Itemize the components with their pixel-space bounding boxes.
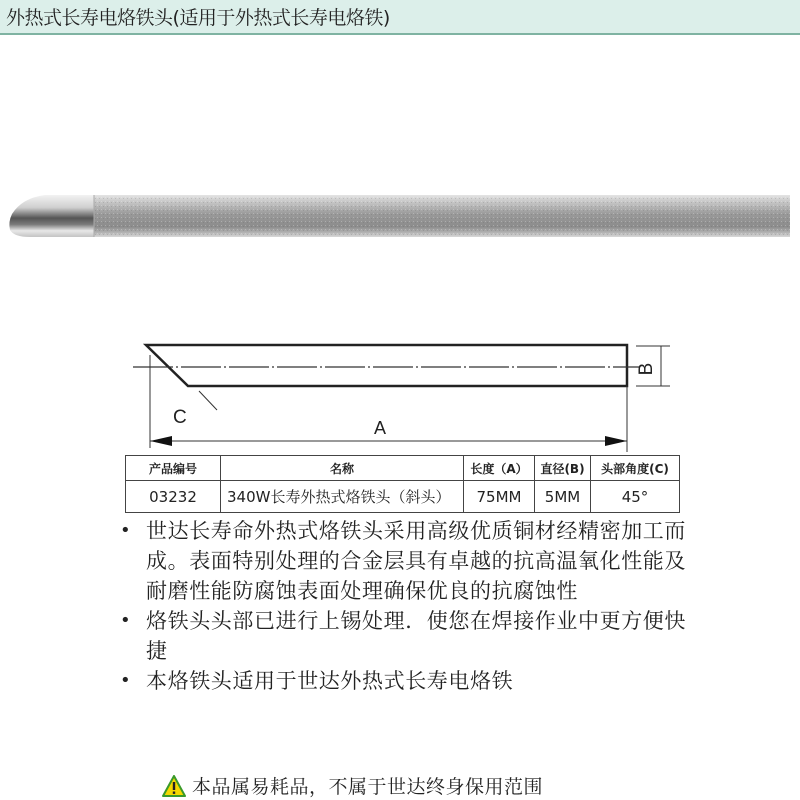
- feature-text: 世达长寿命外热式烙铁头采用高级优质铜材经精密加工而成。表面特别处理的合金层具有卓越的抗高温氧化性能及耐磨性能防腐蚀表面处理确保优良的抗腐蚀性: [146, 519, 686, 603]
- cell-length: 75MM: [464, 481, 535, 513]
- soldering-tip-photo-icon: [0, 180, 800, 250]
- product-image: [0, 180, 800, 250]
- warning-triangle-icon: [162, 775, 186, 797]
- spec-table: [125, 455, 680, 513]
- header-length: 长度（A）: [464, 456, 535, 481]
- bullet-icon: •: [120, 670, 132, 691]
- page-title: 外热式长寿电烙铁头(适用于外热式长寿电烙铁): [6, 7, 390, 29]
- feature-text: 本烙铁头适用于世达外热式长寿电烙铁: [146, 669, 514, 693]
- cell-diameter: 5MM: [535, 481, 591, 513]
- feature-text: 烙铁头头部已进行上锡处理．使您在焊接作业中更方便快捷: [146, 609, 686, 663]
- consumable-notice: [162, 772, 543, 799]
- bullet-icon: •: [120, 520, 132, 541]
- dimension-label-b: B: [636, 362, 657, 376]
- cell-angle: 45°: [591, 481, 680, 513]
- bullet-icon: •: [120, 610, 132, 631]
- table-header-row: [126, 456, 680, 481]
- feature-item: [118, 606, 688, 666]
- feature-item: [118, 666, 688, 696]
- header-product-code: 产品编号: [126, 456, 221, 481]
- table-row: [126, 481, 680, 513]
- notice-text: 本品属易耗品，不属于世达终身保用范围: [192, 776, 544, 798]
- technical-drawing: [0, 330, 800, 455]
- feature-list: [118, 516, 688, 696]
- header-angle: 头部角度(C): [591, 456, 680, 481]
- page-header: [0, 0, 800, 35]
- feature-item: [118, 516, 688, 606]
- dimension-label-c: C: [173, 407, 187, 428]
- dimension-diagram-icon: [0, 330, 800, 455]
- dimension-label-a: A: [374, 418, 387, 438]
- header-name: 名称: [221, 456, 464, 481]
- header-diameter: 直径(B): [535, 456, 591, 481]
- cell-product-code: 03232: [126, 481, 221, 513]
- cell-name: 340W长寿外热式烙铁头（斜头）: [221, 481, 464, 513]
